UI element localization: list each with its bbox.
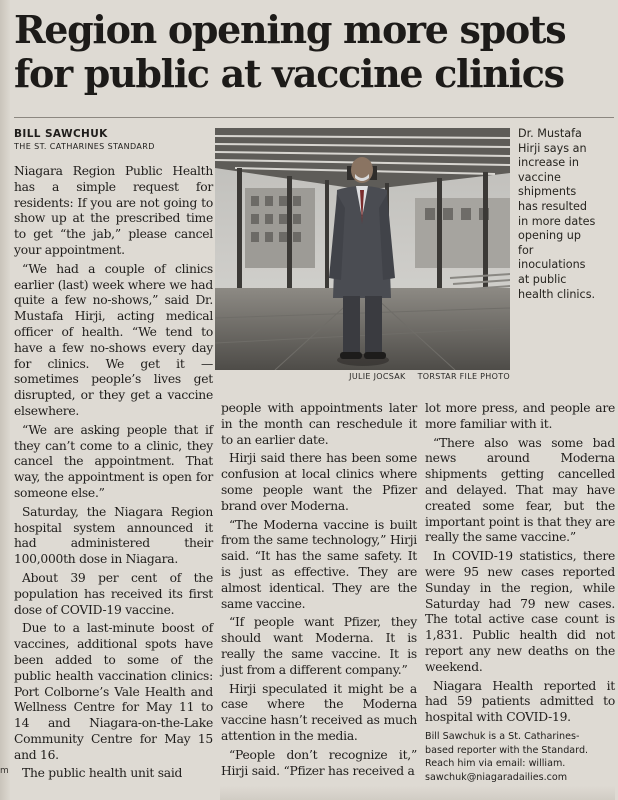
paragraph: “We had a couple of clinics earlier (last) week where we had quite a few no-shows,” said Dr. Mustafa Hirji, acting medical officer of health. “We tend to have a few no-shows every day for clinics. We get it — sometimes people’s lives get disrupted, or they get a vaccine elsewhere. bbox=[14, 261, 213, 418]
caption-line: Hirji says an bbox=[518, 141, 587, 155]
paragraph: Hirji speculated it might be a case where the Moderna vaccine hasn’t received as much attention in the media. bbox=[221, 681, 417, 743]
paragraph: Niagara Health reported it had 59 patients admitted to hospital with COVID-19. bbox=[425, 678, 615, 725]
tagline-line: Bill Sawchuk is a St. Catharines- bbox=[425, 730, 580, 742]
caption-line: inoculations bbox=[518, 258, 586, 272]
headline-line: Region opening more spots bbox=[14, 7, 566, 52]
photo-credit-name: JULIE JOCSAK bbox=[349, 372, 406, 381]
page-edge bbox=[0, 0, 10, 800]
paragraph: Hirji said there has been some confusion at local clinics where some people want the Pfizer brand over Moderna. bbox=[221, 451, 417, 513]
caption-line: has resulted bbox=[518, 199, 587, 213]
photo-credit-source: TORSTAR FILE PHOTO bbox=[417, 372, 510, 381]
paragraph: Due to a last-minute boost of vaccines, additional spots have been added to some of the public health vaccination clinics: Port Colborne’s Vale Health and Wellness Centre for May 11 to 14 and Niagara-on-the-Lake Community Centre for May 15 and 16. bbox=[14, 621, 213, 762]
caption-line: health clinics. bbox=[518, 287, 596, 301]
caption-line: opening up bbox=[518, 229, 581, 243]
paragraph: Niagara Region Public Health has a simple request for residents: If you are not going to show up at the prescribed time to get “the jab,” please cancel your appointment. bbox=[14, 164, 213, 257]
paragraph: Saturday, the Niagara Region hospital system announced it had administered their 100,000th dose in Niagara. bbox=[14, 504, 213, 567]
paragraph: “We are asking people that if they can’t come to a clinic, they cancel the appointment. That way, the appointment is open for someone else.” bbox=[14, 422, 213, 500]
photo-credit bbox=[290, 372, 510, 381]
paragraph: “There also was some bad news around Moderna shipments getting cancelled and delayed. That may have created some fear, but the important point is that they are really the same vaccine.” bbox=[425, 435, 615, 545]
article-column-3 bbox=[425, 401, 615, 784]
paragraph: In COVID-19 statistics, there were 95 new cases reported Sunday in the region, while Saturday had 79 new cases. The total active case count is 1,831. Public health did not report any new deaths on the weekend. bbox=[425, 549, 615, 674]
photo-caption bbox=[518, 127, 614, 302]
caption-line: vaccine bbox=[518, 170, 561, 184]
caption-line: in more dates bbox=[518, 214, 596, 228]
byline-paper: THE ST. CATHARINES STANDARD bbox=[14, 142, 155, 151]
photo-illustration bbox=[215, 128, 510, 370]
tagline-line: sawchuk@niagaradailies.com bbox=[425, 771, 568, 783]
byline-name: BILL SAWCHUK bbox=[14, 128, 108, 140]
article-photo bbox=[215, 128, 510, 370]
adjacent-article-fragment: m bbox=[0, 766, 9, 776]
paragraph: “The Moderna vaccine is built from the same technology,” Hirji said. “It has the same safety. It is just as effective. They are almost identical. They are the same vaccine. bbox=[221, 517, 417, 611]
author-tagline bbox=[425, 730, 615, 784]
caption-line: at public bbox=[518, 272, 567, 286]
caption-line: Dr. Mustafa bbox=[518, 127, 582, 140]
tagline-line: Reach him via email: william. bbox=[425, 758, 566, 770]
paragraph: “People don’t recognize it,” Hirji said. “Pfizer has received a bbox=[221, 747, 417, 778]
tagline-line: based reporter with the Standard. bbox=[425, 744, 589, 756]
headline-rule bbox=[14, 117, 614, 118]
paragraph: lot more press, and people are more familiar with it. bbox=[425, 401, 615, 431]
caption-line: increase in bbox=[518, 156, 579, 170]
byline bbox=[14, 128, 214, 151]
paragraph: The public health unit said bbox=[22, 766, 183, 781]
article-column-2 bbox=[221, 401, 417, 782]
article-column-1 bbox=[14, 164, 213, 785]
headline bbox=[14, 8, 614, 96]
paragraph: “If people want Pfizer, they should want Moderna. It is really the same vaccine. It is just from a different company.” bbox=[221, 615, 417, 677]
paragraph: About 39 per cent of the population has received its first dose of COVID-19 vaccine. bbox=[14, 570, 213, 617]
headline-line: for public at vaccine clinics bbox=[14, 51, 564, 96]
caption-line: for bbox=[518, 243, 534, 257]
caption-line: shipments bbox=[518, 185, 577, 199]
page-bleed bbox=[220, 786, 615, 800]
paragraph: people with appointments later in the month can reschedule it to an earlier date. bbox=[221, 401, 417, 447]
